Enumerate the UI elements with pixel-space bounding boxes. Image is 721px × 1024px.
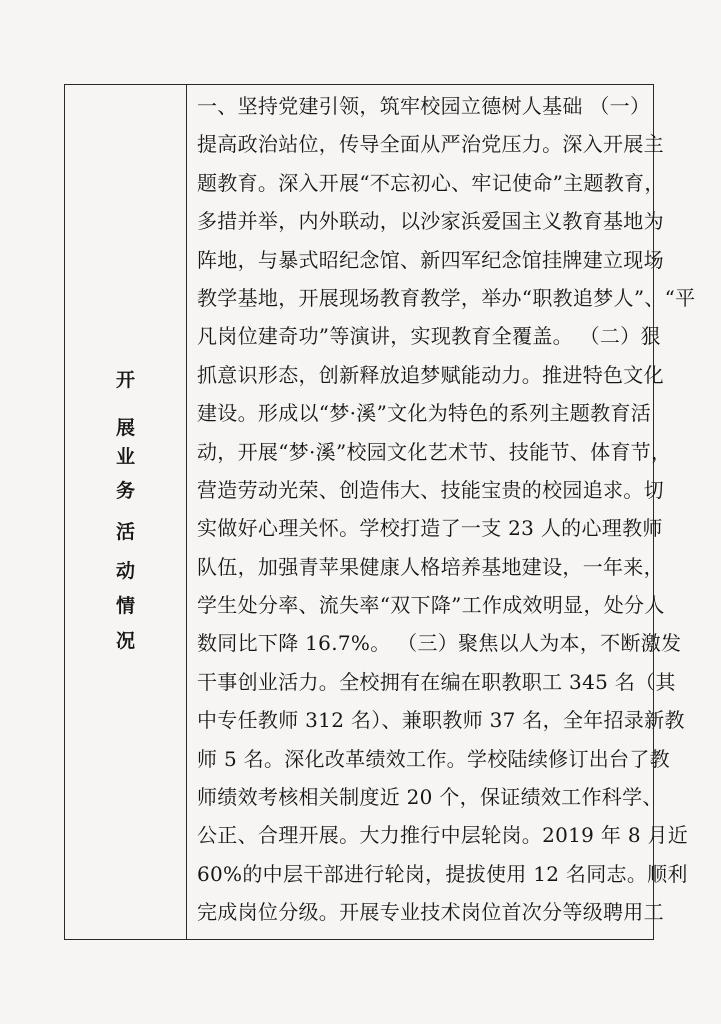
body-line: 干事创业活力。全校拥有在编在职教职工 345 名（其 (197, 669, 676, 694)
body-line: 中专任教师 312 名）、兼职教师 37 名，全年招录新教 (197, 708, 685, 733)
section-label-char: 业 (115, 446, 135, 468)
body-line: 数同比下降 16.7%。 （三）聚焦以人为本，不断激发 (197, 631, 682, 656)
body-line: 阵地，与暴式昭纪念馆、新四军纪念馆挂牌建立现场 (197, 247, 664, 272)
body-line: 队伍，加强青苹果健康人格培养基地建设，一年来， (197, 554, 664, 579)
body-line: 实做好心理关怀。学校打造了一支 23 人的心理教师 (197, 516, 663, 541)
body-line: 一、坚持党建引领，筑牢校园立德树人基础 （一） (197, 94, 651, 118)
body-line: 学生处分率、流失率“双下降”工作成效明显，处分人 (197, 593, 665, 618)
body-line: 抓意识形态，创新释放追梦赋能动力。推进特色文化 (197, 362, 664, 387)
body-line: 题教育。深入开展“不忘初心、牢记使命”主题教育， (197, 170, 665, 195)
body-line: 师绩效考核相关制度近 20 个，保证绩效工作科学、 (197, 785, 663, 810)
section-label (65, 85, 186, 939)
section-label-char: 展 (115, 417, 135, 439)
body-line: 营造劳动光荣、创造伟大、技能宝贵的校园追求。切 (197, 477, 664, 502)
body-line: 提高政治站位，传导全面从严治党压力。深入开展主 (197, 132, 664, 157)
section-label-char: 活 (115, 521, 135, 543)
column-divider (186, 85, 187, 939)
body-line: 建设。形成以“梦·溪”文化为特色的系列主题教育活 (197, 401, 652, 426)
section-label-char: 情 (115, 595, 135, 617)
body-line: 60%的中层干部进行轮岗，提拔使用 12 名同志。顺利 (197, 861, 688, 886)
section-label-char: 动 (115, 560, 135, 582)
form-table (64, 84, 696, 940)
body-line: 师 5 名。深化改革绩效工作。学校陆续修订出台了教 (197, 746, 670, 771)
section-label-char: 务 (115, 480, 135, 502)
body-line: 完成岗位分级。开展专业技术岗位首次分等级聘用工 (197, 900, 664, 925)
body-line: 教学基地，开展现场教育教学，举办“职教追梦人”、“平 (197, 285, 696, 310)
body-line: 多措并举，内外联动，以沙家浜爱国主义教育基地为 (197, 209, 664, 234)
body-line: 动，开展“梦·溪”校园文化艺术节、技能节、体育节， (197, 439, 672, 464)
body-line: 凡岗位建奇功”等演讲，实现教育全覆盖。 （二）狠 (197, 324, 661, 349)
section-label-char: 况 (115, 630, 135, 652)
activity-body-text (197, 87, 696, 932)
body-line: 公正、合理开展。大力推行中层轮岗。2019 年 8 月近 (197, 823, 689, 848)
section-label-char: 开 (115, 369, 135, 391)
